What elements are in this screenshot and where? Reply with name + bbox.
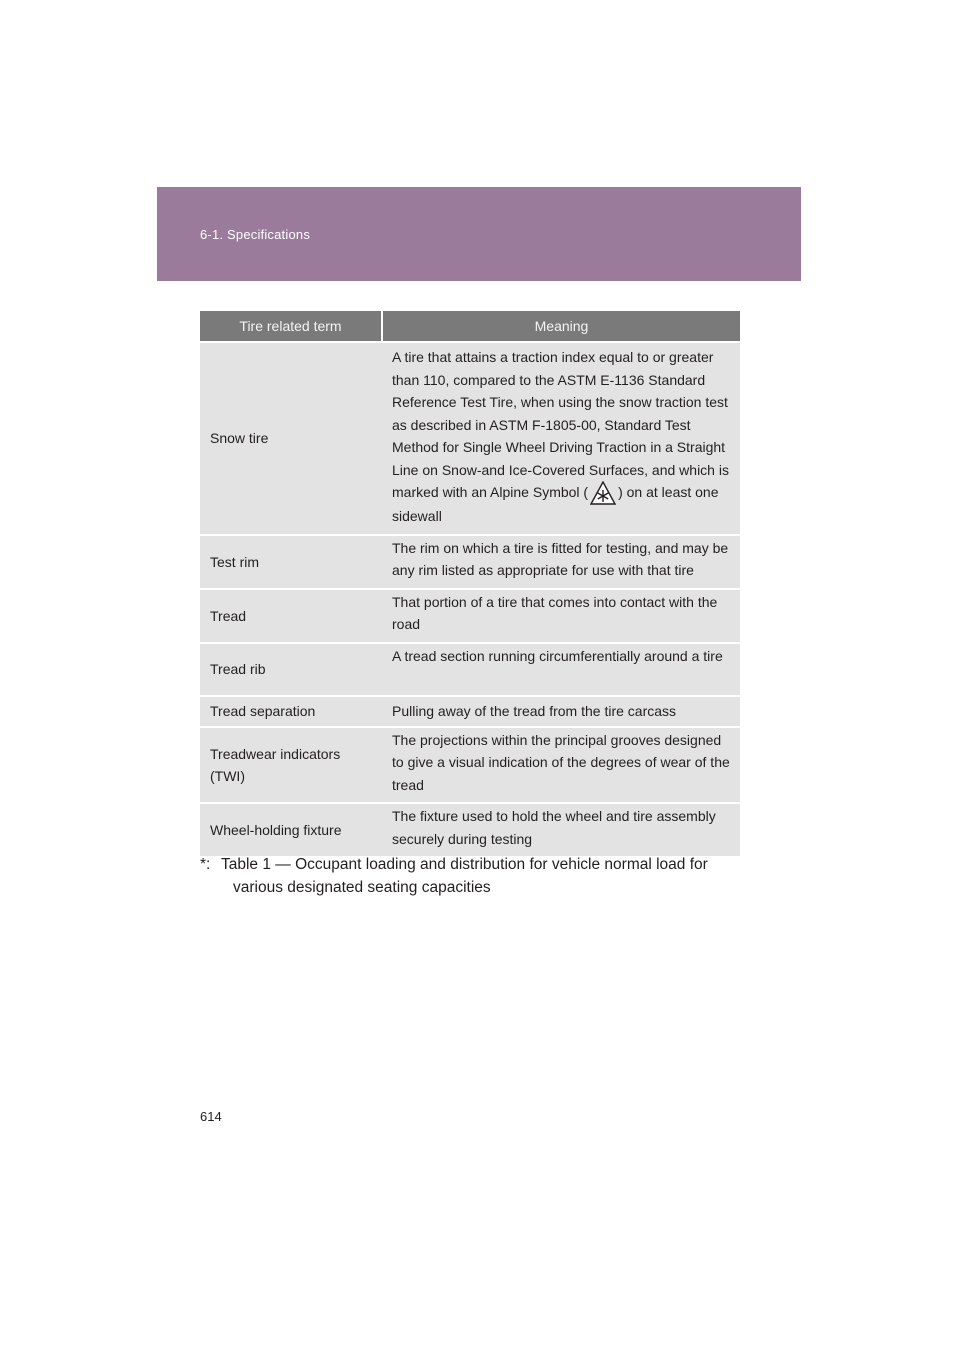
meaning-cell: The fixture used to hold the wheel and tire assembly securely during testing [382,803,740,856]
meaning-cell: The projections within the principal grooves designed to give a visual indication of the degrees of wear of the tread [382,727,740,804]
meaning-cell: The rim on which a tire is fitted for testing, and may be any rim listed as appropriate for use with that tire [382,535,740,589]
meaning-text: ) on at least one sidewall [392,484,719,525]
term-cell: Tread separation [200,696,382,727]
table-row [200,696,740,727]
term-cell: Wheel-holding fixture [200,803,382,856]
alpine-snowflake-mountain-icon [590,481,616,505]
tire-terms-table [200,311,740,856]
footnote-line-1: Table 1 — Occupant loading and distribution for vehicle normal load for [221,856,708,873]
meaning-cell: A tread section running circumferentially around a tire [382,643,740,696]
footnote-line-2: various designated seating capacities [233,879,491,896]
meaning-text: A tire that attains a traction index equal to or greater than 110, compared to the ASTM E-1136 Standard Reference Test Tire, when using the snow traction test as described in ASTM F-1805-00, Standard Test Method for Single Wheel Driving Traction in a Straight Line on Snow-and Ice-Covered Surfaces, and which is marked with an Alpine Symbol ( [392,349,729,500]
column-header-meaning: Meaning [382,311,740,342]
term-cell: Snow tire [200,342,382,535]
term-cell: Test rim [200,535,382,589]
meaning-cell: Pulling away of the tread from the tire carcass [382,696,740,727]
table-row [200,535,740,589]
column-header-term: Tire related term [200,311,382,342]
table-row [200,342,740,535]
table-header-row [200,311,740,342]
footnote-text [200,853,745,899]
meaning-cell [382,342,740,535]
section-title: 6-1. Specifications [200,227,311,242]
table-row [200,643,740,696]
table-row [200,589,740,643]
table-row [200,727,740,804]
term-cell: Tread [200,589,382,643]
term-cell: Tread rib [200,643,382,696]
page-number: 614 [200,1109,222,1124]
footnote [200,853,745,899]
footnote-mark: *: [200,856,211,873]
term-cell: Treadwear indicators (TWI) [200,727,382,804]
section-header-band [157,187,801,281]
meaning-cell: That portion of a tire that comes into contact with the road [382,589,740,643]
table-row [200,803,740,856]
